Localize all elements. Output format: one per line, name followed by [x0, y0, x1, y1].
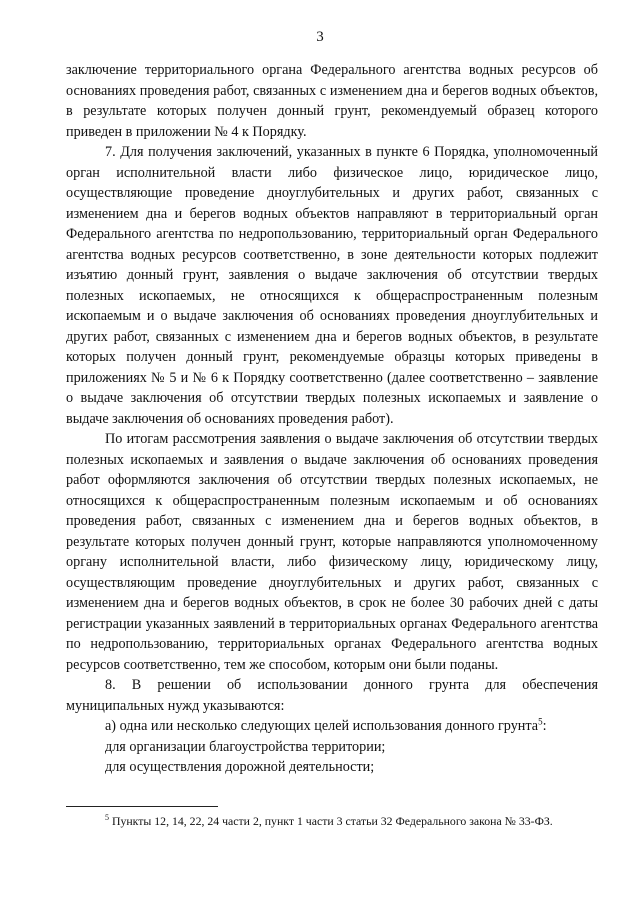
list-item-a [66, 716, 598, 737]
paragraph-item-7: 7. Для получения заключений, указанных в пункте 6 Порядка, уполномоченный орган исполнительной власти либо физическое лицо, юридическое лицо, осуществляющие проведение дноуглубительных и других работ, связанных с изменением дна и берегов водных объектов направляют в территориальный орган Федерального агентства по недропользованию, территориальный орган Федерального агентства водных ресурсов соответственно, в зоне деятельности которых подлежит изъятию донный грунт, заявления о выдаче заключения об отсутствии твердых полезных ископаемых, не относящихся к общераспространенным полезным ископаемым и о выдаче заключения об основаниях проведения дноуглубительных и других работ, связанных с изменением дна и берегов водных объектов, в результате которых получен донный грунт, рекомендуемые образцы которых приведены в приложениях № 5 и № 6 к Порядку соответственно (далее соответственно – заявление о выдаче заключения об отсутствии твердых полезных ископаемых и заявление о выдаче заключения об основаниях проведения работ). [66, 144, 598, 427]
page-number: 3 [316, 29, 324, 45]
paragraph-item-8: 8. В решении об использовании донного грунта для обеспечения муниципальных нужд указываются: [66, 677, 598, 714]
paragraph-continuation: заключение территориального органа Федерального агентства водных ресурсов об основаниях проведения работ, связанных с изменением дна и берегов водных объектов, в результате которых получен донный грунт, рекомендуемый образец которого приведен в приложении № 4 к Порядку. [66, 62, 598, 140]
list-item-road-activity: для осуществления дорожной деятельности; [105, 759, 375, 775]
footnote-divider [66, 806, 218, 807]
list-item-a-text: а) одна или несколько следующих целей использования донного грунта [105, 718, 539, 734]
footnote-text: Пункты 12, 14, 22, 24 части 2, пункт 1 части 3 статьи 32 Федерального закона № 33-ФЗ. [109, 814, 553, 828]
footnote-marker: 5 [105, 813, 109, 823]
footnote [66, 814, 598, 829]
list-item-landscaping: для организации благоустройства территории; [105, 738, 386, 755]
list-item-a-colon: : [542, 718, 547, 734]
paragraph-review-results: По итогам рассмотрения заявления о выдаче заключения об отсутствии твердых полезных ископаемых и заявления о выдаче заключения об основаниях проведения работ оформляются заключения об отсутствии твердых полезных ископаемых, не относящихся к общераспространенным полезным ископаемым и об основаниях проведения работ, связанных с изменением дна и берегов водных объектов, в результате которых получен донный грунт, которые направляются уполномоченному органу исполнительной власти, либо физическому лицу, юридическому лицу, осуществляющим проведение дноуглубительных и других работ, связанных с изменением дна и берегов водных объектов, в срок не более 30 рабочих дней с даты регистрации указанных заявлений в территориальных органах Федерального агентства по недропользованию, территориальных органах Федерального агентства водных ресурсов соответственно, тем же способом, которым они были поданы. [66, 431, 598, 673]
document-body [66, 60, 598, 778]
footnote-reference: 5 [538, 716, 543, 727]
